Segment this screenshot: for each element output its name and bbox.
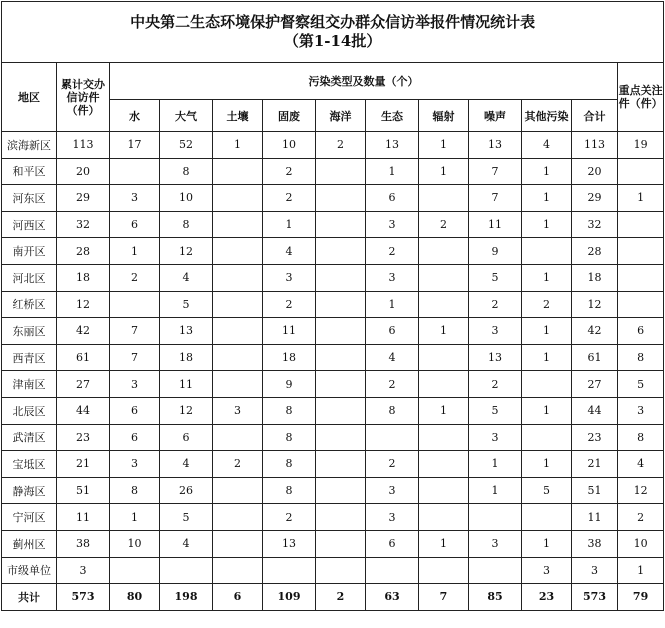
- value-cell: 1: [618, 185, 664, 212]
- value-cell: 10: [160, 185, 213, 212]
- header-type-3: 固废: [263, 100, 316, 132]
- value-cell: 8: [160, 211, 213, 238]
- value-cell: 3: [469, 424, 522, 451]
- value-cell: [419, 451, 469, 478]
- region-cell: 共计: [2, 584, 57, 611]
- value-cell: [110, 557, 160, 584]
- region-cell: 西青区: [2, 344, 57, 371]
- value-cell: 573: [572, 584, 618, 611]
- value-cell: [316, 185, 366, 212]
- value-cell: 20: [57, 158, 110, 185]
- value-cell: 7: [110, 318, 160, 345]
- value-cell: 7: [419, 584, 469, 611]
- value-cell: 3: [110, 371, 160, 398]
- region-cell: 河东区: [2, 185, 57, 212]
- value-cell: 4: [366, 344, 419, 371]
- value-cell: 80: [110, 584, 160, 611]
- value-cell: 5: [522, 477, 572, 504]
- table-row: [2, 238, 664, 265]
- value-cell: 5: [618, 371, 664, 398]
- title-line-1: 中央第二生态环境保护督察组交办群众信访举报件情况统计表: [130, 13, 536, 31]
- value-cell: 8: [160, 158, 213, 185]
- value-cell: 8: [110, 477, 160, 504]
- value-cell: 113: [57, 132, 110, 159]
- table-row: [2, 344, 664, 371]
- value-cell: 1: [419, 158, 469, 185]
- value-cell: [213, 185, 263, 212]
- value-cell: [366, 557, 419, 584]
- value-cell: [419, 371, 469, 398]
- value-cell: 51: [572, 477, 618, 504]
- region-cell: 津南区: [2, 371, 57, 398]
- value-cell: 5: [469, 397, 522, 424]
- value-cell: 1: [522, 344, 572, 371]
- value-cell: [316, 344, 366, 371]
- table-row: [2, 211, 664, 238]
- value-cell: 8: [618, 424, 664, 451]
- value-cell: 1: [469, 477, 522, 504]
- table-row: [2, 318, 664, 345]
- value-cell: 52: [160, 132, 213, 159]
- value-cell: [213, 264, 263, 291]
- region-cell: 东丽区: [2, 318, 57, 345]
- value-cell: [366, 424, 419, 451]
- value-cell: [316, 397, 366, 424]
- value-cell: 7: [469, 185, 522, 212]
- value-cell: 42: [572, 318, 618, 345]
- value-cell: [316, 504, 366, 531]
- value-cell: 29: [572, 185, 618, 212]
- value-cell: [213, 504, 263, 531]
- value-cell: 1: [522, 264, 572, 291]
- value-cell: 21: [572, 451, 618, 478]
- value-cell: [213, 211, 263, 238]
- value-cell: 4: [160, 451, 213, 478]
- region-cell: 河北区: [2, 264, 57, 291]
- table-row: [2, 132, 664, 159]
- value-cell: [213, 344, 263, 371]
- value-cell: [419, 557, 469, 584]
- value-cell: 5: [160, 291, 213, 318]
- value-cell: 1: [419, 132, 469, 159]
- value-cell: 13: [366, 132, 419, 159]
- header-type-0: 水: [110, 100, 160, 132]
- value-cell: 4: [263, 238, 316, 265]
- value-cell: [316, 451, 366, 478]
- region-cell: 红桥区: [2, 291, 57, 318]
- table-row: [2, 424, 664, 451]
- value-cell: 38: [57, 530, 110, 557]
- value-cell: 3: [618, 397, 664, 424]
- value-cell: 20: [572, 158, 618, 185]
- table-row: [2, 371, 664, 398]
- value-cell: [213, 318, 263, 345]
- value-cell: 42: [57, 318, 110, 345]
- header-type-1: 大气: [160, 100, 213, 132]
- value-cell: 5: [160, 504, 213, 531]
- value-cell: [316, 291, 366, 318]
- value-cell: 79: [618, 584, 664, 611]
- value-cell: 1: [419, 397, 469, 424]
- value-cell: 11: [263, 318, 316, 345]
- value-cell: 1: [618, 557, 664, 584]
- value-cell: 4: [522, 132, 572, 159]
- value-cell: 32: [57, 211, 110, 238]
- value-cell: 6: [110, 424, 160, 451]
- table-row: [2, 397, 664, 424]
- region-cell: 和平区: [2, 158, 57, 185]
- value-cell: 1: [419, 318, 469, 345]
- value-cell: 12: [57, 291, 110, 318]
- value-cell: 18: [160, 344, 213, 371]
- value-cell: [316, 371, 366, 398]
- value-cell: [213, 530, 263, 557]
- header-type-5: 生态: [366, 100, 419, 132]
- value-cell: [419, 238, 469, 265]
- value-cell: 63: [366, 584, 419, 611]
- value-cell: 18: [57, 264, 110, 291]
- value-cell: 10: [110, 530, 160, 557]
- value-cell: 3: [263, 264, 316, 291]
- region-cell: 市级单位: [2, 557, 57, 584]
- value-cell: 6: [110, 397, 160, 424]
- statistics-table: [1, 1, 664, 611]
- value-cell: 8: [263, 397, 316, 424]
- region-cell: 南开区: [2, 238, 57, 265]
- value-cell: [316, 530, 366, 557]
- value-cell: 3: [469, 530, 522, 557]
- table-row: [2, 451, 664, 478]
- value-cell: 1: [469, 451, 522, 478]
- value-cell: 2: [263, 185, 316, 212]
- value-cell: 61: [572, 344, 618, 371]
- value-cell: 28: [572, 238, 618, 265]
- value-cell: 38: [572, 530, 618, 557]
- header-type-8: 其他污染: [522, 100, 572, 132]
- value-cell: 3: [213, 397, 263, 424]
- value-cell: 61: [57, 344, 110, 371]
- value-cell: [213, 424, 263, 451]
- value-cell: 2: [469, 291, 522, 318]
- value-cell: [316, 424, 366, 451]
- value-cell: 4: [618, 451, 664, 478]
- value-cell: [316, 238, 366, 265]
- value-cell: 1: [110, 238, 160, 265]
- value-cell: 8: [366, 397, 419, 424]
- value-cell: 23: [522, 584, 572, 611]
- value-cell: [469, 504, 522, 531]
- value-cell: [213, 158, 263, 185]
- value-cell: 4: [160, 264, 213, 291]
- value-cell: 5: [469, 264, 522, 291]
- value-cell: 3: [572, 557, 618, 584]
- value-cell: 19: [618, 132, 664, 159]
- value-cell: 1: [522, 318, 572, 345]
- value-cell: [316, 158, 366, 185]
- value-cell: [419, 185, 469, 212]
- value-cell: 109: [263, 584, 316, 611]
- value-cell: [263, 557, 316, 584]
- region-cell: 宁河区: [2, 504, 57, 531]
- value-cell: 6: [618, 318, 664, 345]
- value-cell: 1: [522, 530, 572, 557]
- value-cell: [110, 291, 160, 318]
- value-cell: 1: [522, 185, 572, 212]
- value-cell: 10: [618, 530, 664, 557]
- value-cell: 1: [213, 132, 263, 159]
- value-cell: [618, 291, 664, 318]
- value-cell: [419, 424, 469, 451]
- value-cell: 7: [110, 344, 160, 371]
- value-cell: 3: [57, 557, 110, 584]
- value-cell: [316, 318, 366, 345]
- value-cell: 21: [57, 451, 110, 478]
- value-cell: 18: [263, 344, 316, 371]
- value-cell: [419, 344, 469, 371]
- table-row: [2, 477, 664, 504]
- value-cell: 2: [110, 264, 160, 291]
- value-cell: 28: [57, 238, 110, 265]
- value-cell: 12: [160, 238, 213, 265]
- value-cell: 9: [263, 371, 316, 398]
- value-cell: 44: [57, 397, 110, 424]
- value-cell: 85: [469, 584, 522, 611]
- header-type-2: 土壤: [213, 100, 263, 132]
- value-cell: [522, 238, 572, 265]
- value-cell: [316, 264, 366, 291]
- value-cell: [213, 477, 263, 504]
- value-cell: 8: [263, 424, 316, 451]
- value-cell: 11: [57, 504, 110, 531]
- value-cell: 3: [366, 211, 419, 238]
- value-cell: [419, 291, 469, 318]
- value-cell: 1: [366, 158, 419, 185]
- value-cell: 11: [572, 504, 618, 531]
- table-row: [2, 504, 664, 531]
- value-cell: [522, 424, 572, 451]
- value-cell: 12: [618, 477, 664, 504]
- region-cell: 河西区: [2, 211, 57, 238]
- value-cell: 2: [316, 132, 366, 159]
- region-cell: 北辰区: [2, 397, 57, 424]
- region-cell: 静海区: [2, 477, 57, 504]
- value-cell: 3: [366, 264, 419, 291]
- value-cell: [419, 504, 469, 531]
- value-cell: 1: [522, 211, 572, 238]
- value-cell: [522, 504, 572, 531]
- value-cell: 6: [366, 530, 419, 557]
- value-cell: 1: [522, 451, 572, 478]
- value-cell: 23: [572, 424, 618, 451]
- value-cell: 23: [57, 424, 110, 451]
- value-cell: 2: [263, 504, 316, 531]
- value-cell: 11: [469, 211, 522, 238]
- value-cell: 2: [366, 451, 419, 478]
- value-cell: 3: [469, 318, 522, 345]
- title-line-2: （第1-14批）: [283, 32, 382, 50]
- value-cell: 6: [213, 584, 263, 611]
- value-cell: 10: [263, 132, 316, 159]
- value-cell: 27: [57, 371, 110, 398]
- value-cell: [213, 557, 263, 584]
- value-cell: 3: [366, 477, 419, 504]
- value-cell: [419, 264, 469, 291]
- value-cell: 1: [366, 291, 419, 318]
- value-cell: 11: [160, 371, 213, 398]
- value-cell: 2: [366, 371, 419, 398]
- header-key-concern: 重点关注件（件）: [618, 63, 664, 132]
- value-cell: 4: [160, 530, 213, 557]
- value-cell: [618, 158, 664, 185]
- value-cell: 3: [110, 451, 160, 478]
- value-cell: 6: [160, 424, 213, 451]
- header-region: 地区: [2, 63, 57, 132]
- value-cell: 44: [572, 397, 618, 424]
- value-cell: 1: [522, 158, 572, 185]
- region-cell: 宝坻区: [2, 451, 57, 478]
- value-cell: [213, 238, 263, 265]
- value-cell: [316, 211, 366, 238]
- table-row: [2, 185, 664, 212]
- header-pollution-group: 污染类型及数量（个）: [110, 63, 618, 100]
- table-body: [2, 132, 664, 611]
- table-row: [2, 530, 664, 557]
- region-cell: 蓟州区: [2, 530, 57, 557]
- header-type-9: 合计: [572, 100, 618, 132]
- table-row: [2, 158, 664, 185]
- value-cell: [469, 557, 522, 584]
- value-cell: 6: [110, 211, 160, 238]
- value-cell: 8: [263, 477, 316, 504]
- value-cell: 26: [160, 477, 213, 504]
- value-cell: 6: [366, 185, 419, 212]
- header-type-4: 海洋: [316, 100, 366, 132]
- region-cell: 滨海新区: [2, 132, 57, 159]
- value-cell: 1: [263, 211, 316, 238]
- table-row: [2, 584, 664, 611]
- value-cell: 9: [469, 238, 522, 265]
- value-cell: 51: [57, 477, 110, 504]
- value-cell: 2: [213, 451, 263, 478]
- value-cell: 13: [469, 344, 522, 371]
- value-cell: [316, 557, 366, 584]
- value-cell: 12: [572, 291, 618, 318]
- value-cell: 13: [469, 132, 522, 159]
- value-cell: 1: [110, 504, 160, 531]
- value-cell: [110, 158, 160, 185]
- value-cell: 13: [160, 318, 213, 345]
- value-cell: 6: [366, 318, 419, 345]
- value-cell: 2: [522, 291, 572, 318]
- value-cell: 13: [263, 530, 316, 557]
- value-cell: [618, 238, 664, 265]
- value-cell: 2: [469, 371, 522, 398]
- value-cell: 573: [57, 584, 110, 611]
- value-cell: 1: [419, 530, 469, 557]
- value-cell: 2: [419, 211, 469, 238]
- value-cell: [522, 371, 572, 398]
- value-cell: [213, 291, 263, 318]
- table-title: [2, 2, 664, 63]
- value-cell: 2: [263, 158, 316, 185]
- header-type-7: 噪声: [469, 100, 522, 132]
- value-cell: [618, 264, 664, 291]
- region-cell: 武清区: [2, 424, 57, 451]
- value-cell: 18: [572, 264, 618, 291]
- value-cell: [316, 477, 366, 504]
- value-cell: 32: [572, 211, 618, 238]
- value-cell: [618, 211, 664, 238]
- value-cell: 3: [110, 185, 160, 212]
- value-cell: [213, 371, 263, 398]
- value-cell: 113: [572, 132, 618, 159]
- header-total-cases: 累计交办信访件（件）: [57, 63, 110, 132]
- value-cell: 3: [522, 557, 572, 584]
- value-cell: 29: [57, 185, 110, 212]
- value-cell: 2: [618, 504, 664, 531]
- value-cell: 198: [160, 584, 213, 611]
- table-row: [2, 557, 664, 584]
- value-cell: 27: [572, 371, 618, 398]
- value-cell: 1: [522, 397, 572, 424]
- value-cell: 12: [160, 397, 213, 424]
- value-cell: 8: [618, 344, 664, 371]
- header-type-6: 辐射: [419, 100, 469, 132]
- value-cell: [160, 557, 213, 584]
- value-cell: [419, 477, 469, 504]
- value-cell: 8: [263, 451, 316, 478]
- value-cell: 2: [263, 291, 316, 318]
- value-cell: 17: [110, 132, 160, 159]
- value-cell: 3: [366, 504, 419, 531]
- value-cell: 7: [469, 158, 522, 185]
- table-row: [2, 264, 664, 291]
- table-row: [2, 291, 664, 318]
- value-cell: 2: [316, 584, 366, 611]
- value-cell: 2: [366, 238, 419, 265]
